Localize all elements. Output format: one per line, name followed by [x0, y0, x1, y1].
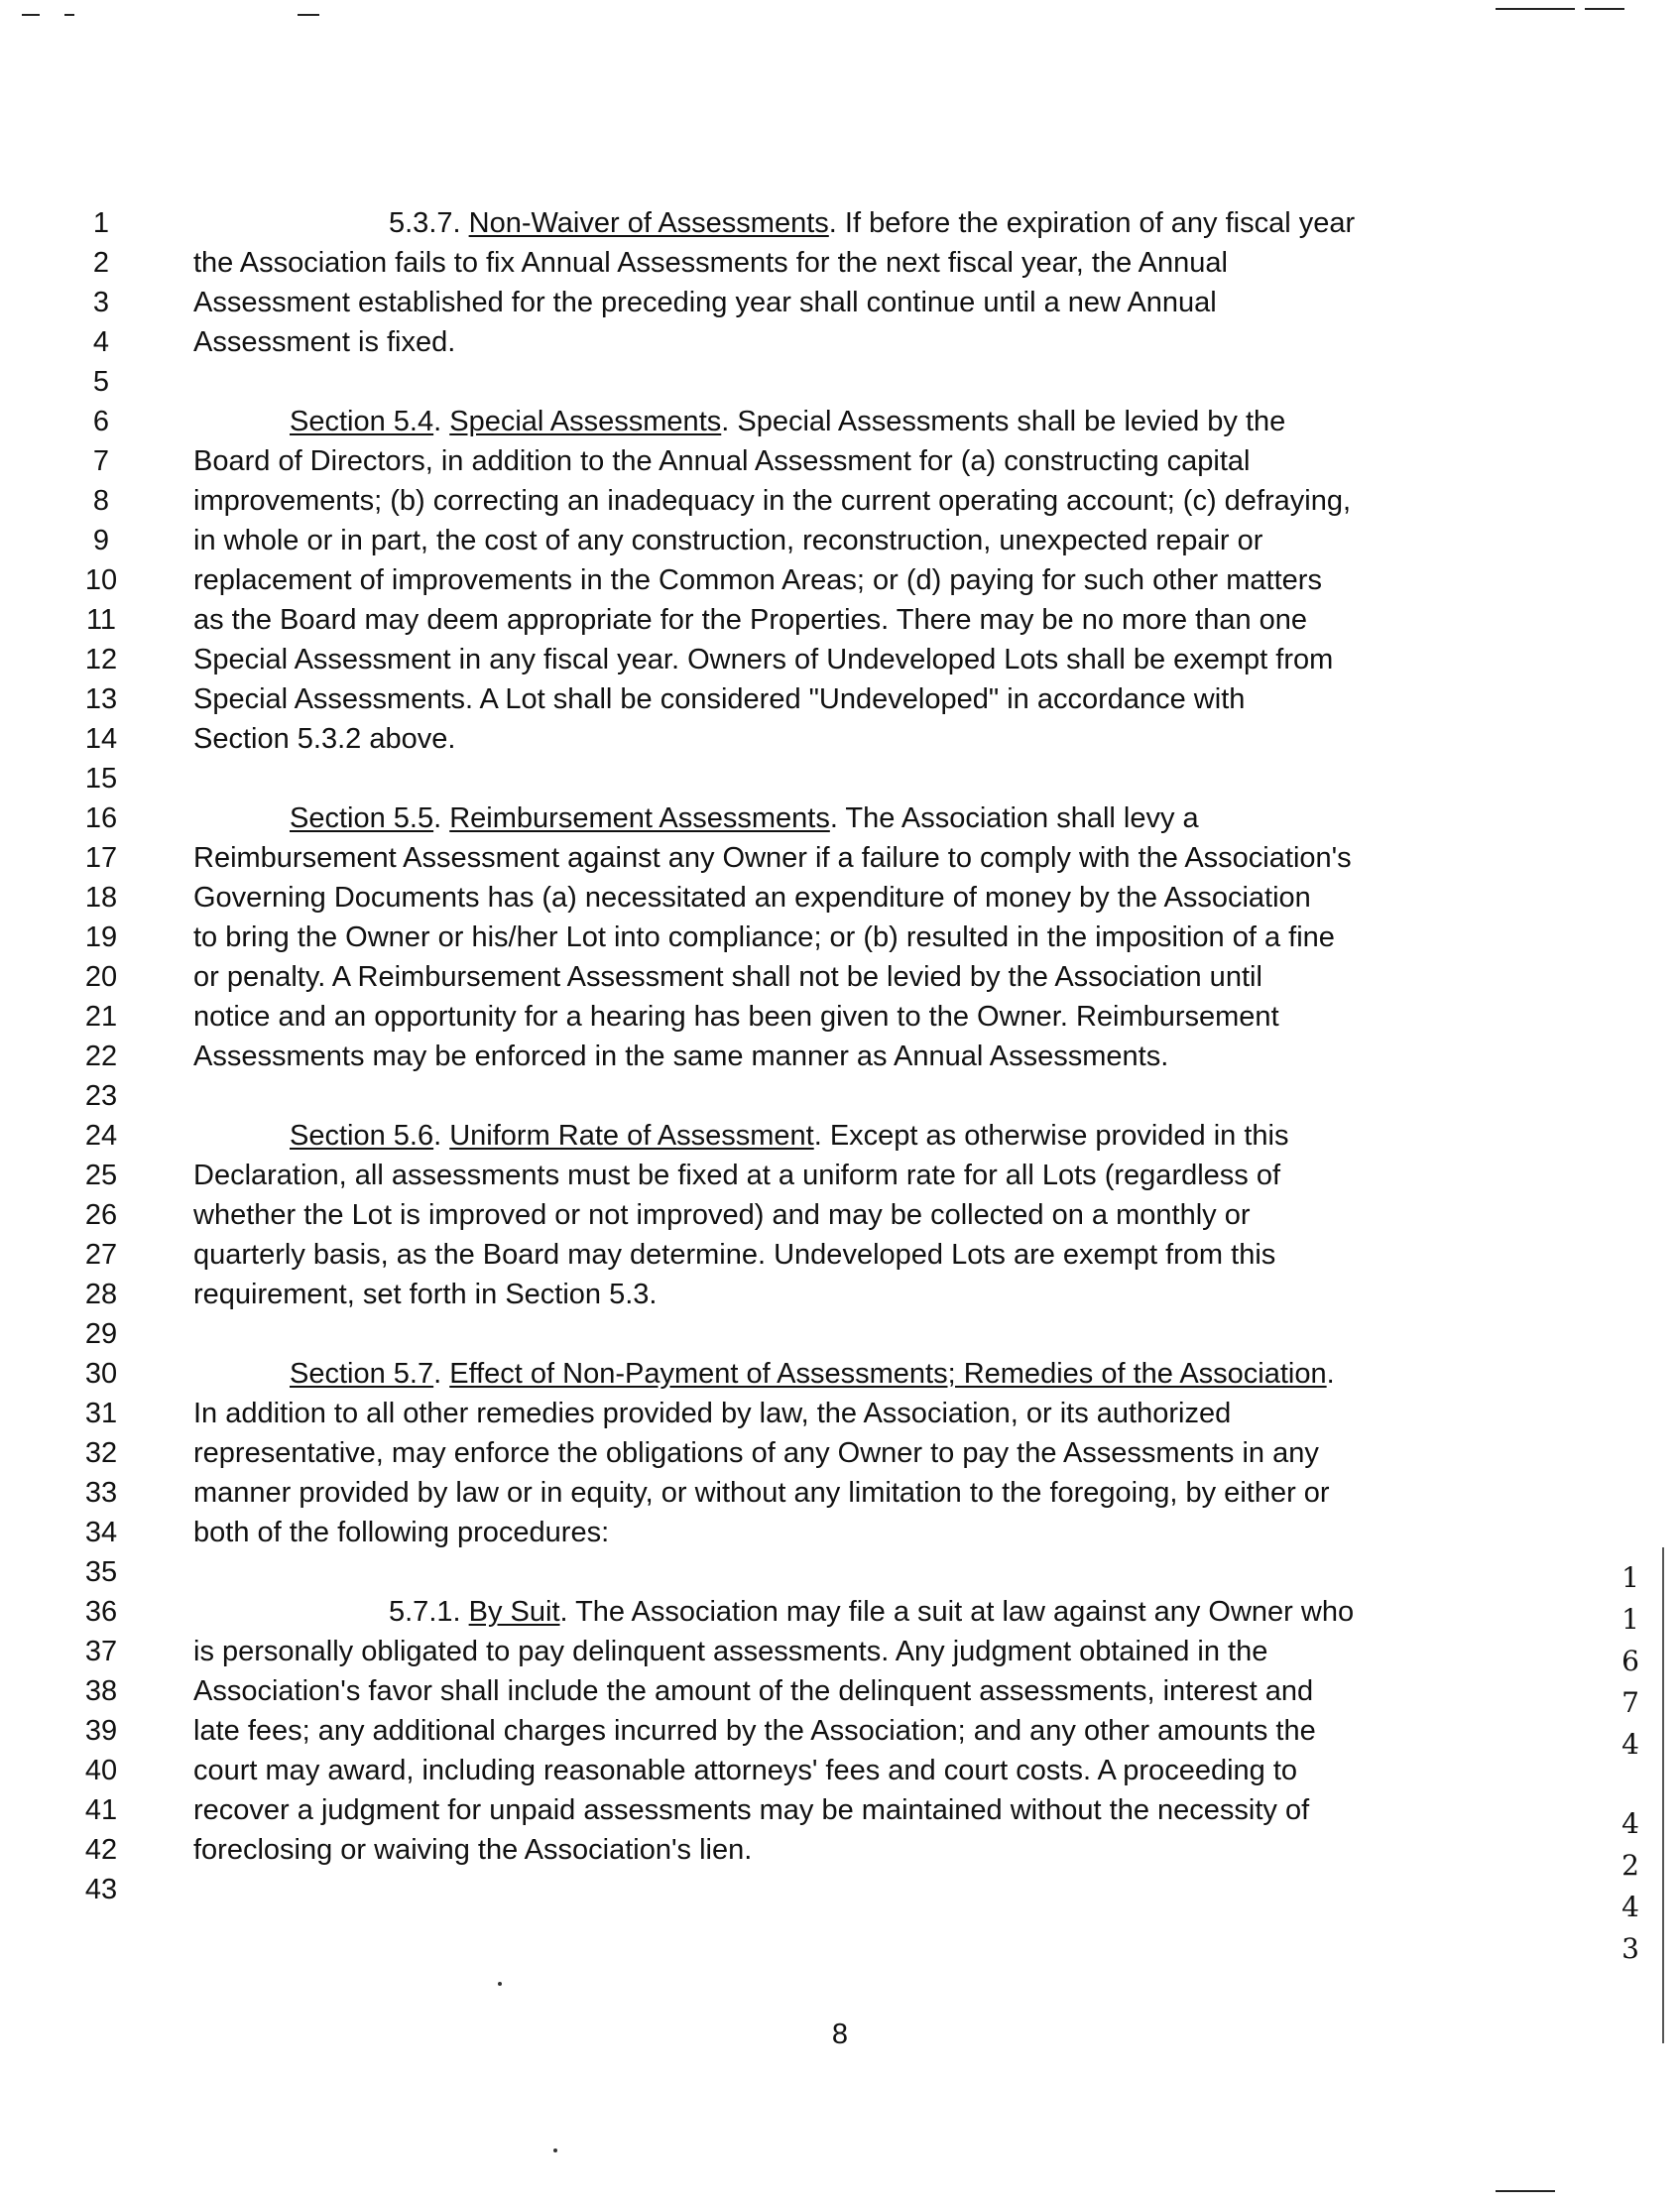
body-line: Assessment is fixed. — [193, 326, 456, 358]
line-number: 33 — [84, 1477, 118, 1509]
body-text: . Special Assessments shall be levied by the — [721, 406, 1286, 437]
line-number: 3 — [92, 287, 110, 318]
section-5-4-heading-line: Section 5.4. Special Assessments. Special Assessments shall be levied by the — [290, 406, 1286, 437]
line-number: 9 — [92, 525, 110, 556]
section-heading: Uniform Rate of Assessment — [449, 1120, 814, 1152]
line-number: 6 — [92, 406, 110, 437]
line-number: 41 — [84, 1794, 118, 1826]
stamp-digit: 2 — [1621, 1849, 1639, 1882]
line-number: 35 — [84, 1556, 118, 1588]
line-number: 14 — [84, 723, 118, 755]
scan-mark — [1585, 8, 1624, 10]
line-number: 38 — [84, 1675, 118, 1707]
body-line: representative, may enforce the obligations of any Owner to pay the Assessments in any — [193, 1437, 1319, 1469]
body-line: to bring the Owner or his/her Lot into compliance; or (b) resulted in the imposition of a fine — [193, 921, 1335, 953]
body-text: . The Association may file a suit at law against any Owner who — [559, 1596, 1355, 1628]
line-number: 15 — [84, 763, 118, 795]
line-number: 18 — [84, 882, 118, 914]
line-number: 4 — [92, 326, 110, 358]
line-number: 34 — [84, 1517, 118, 1548]
section-5-7-heading-line: Section 5.7. Effect of Non-Payment of Assessments; Remedies of the Association. — [290, 1358, 1335, 1390]
section-heading: Special Assessments — [449, 406, 722, 437]
scan-mark — [22, 14, 40, 16]
stamp-digit: 1 — [1621, 1561, 1639, 1594]
line-number: 40 — [84, 1755, 118, 1786]
line-number: 23 — [84, 1080, 118, 1112]
body-text: . — [1326, 1358, 1335, 1390]
line-number: 30 — [84, 1358, 118, 1390]
body-line: replacement of improvements in the Common Areas; or (d) paying for such other matters — [193, 564, 1322, 596]
section-label: Section 5.5 — [290, 802, 434, 834]
body-line: Assessment established for the preceding year shall continue until a new Annual — [193, 287, 1217, 318]
line-number: 17 — [84, 842, 118, 874]
body-line: recover a judgment for unpaid assessments may be maintained without the necessity of — [193, 1794, 1310, 1826]
scan-mark — [1662, 1547, 1664, 2043]
body-line: whether the Lot is improved or not improved) and may be collected on a monthly or — [193, 1199, 1251, 1231]
line-number: 32 — [84, 1437, 118, 1469]
line-number: 19 — [84, 921, 118, 953]
scan-mark — [64, 14, 74, 16]
recording-stamp — [1611, 1557, 1650, 1970]
body-line: late fees; any additional charges incurred by the Association; and any other amounts the — [193, 1715, 1316, 1747]
line-number: 31 — [84, 1398, 118, 1429]
line-number: 10 — [84, 564, 118, 596]
stamp-digit: 3 — [1621, 1932, 1639, 1965]
section-number: 5.7.1. — [389, 1596, 461, 1628]
line-number: 36 — [84, 1596, 118, 1628]
body-line: both of the following procedures: — [193, 1517, 610, 1548]
body-line: Section 5.3.2 above. — [193, 723, 456, 755]
body-line: Declaration, all assessments must be fixed at a uniform rate for all Lots (regardless of — [193, 1160, 1281, 1191]
body-line: Reimbursement Assessment against any Owner if a failure to comply with the Association's — [193, 842, 1352, 874]
section-5-7-1-heading-line — [389, 1592, 1354, 1632]
body-line: in whole or in part, the cost of any construction, reconstruction, unexpected repair or — [193, 525, 1263, 556]
body-line: quarterly basis, as the Board may determine. Undeveloped Lots are exempt from this — [193, 1239, 1276, 1271]
line-number: 8 — [92, 485, 110, 517]
section-label: Section 5.7 — [290, 1358, 434, 1390]
stamp-digit: 4 — [1621, 1807, 1639, 1840]
scan-mark — [1496, 2190, 1555, 2192]
body-line: Special Assessments. A Lot shall be considered "Undeveloped" in accordance with — [193, 683, 1246, 715]
line-number: 27 — [84, 1239, 118, 1271]
section-label: Section 5.4 — [290, 406, 434, 437]
body-line: manner provided by law or in equity, or without any limitation to the foregoing, by either or — [193, 1477, 1330, 1509]
body-line: or penalty. A Reimbursement Assessment shall not be levied by the Association until — [193, 961, 1262, 993]
line-number: 11 — [85, 604, 117, 636]
section-heading: Reimbursement Assessments — [449, 802, 830, 834]
body-line: the Association fails to fix Annual Assessments for the next fiscal year, the Annual — [193, 247, 1228, 279]
line-number: 2 — [92, 247, 110, 279]
section-label: Section 5.6 — [290, 1120, 434, 1152]
line-number: 7 — [92, 445, 110, 477]
line-number: 29 — [84, 1318, 118, 1350]
stamp-digit: 7 — [1621, 1686, 1639, 1719]
line-number: 42 — [84, 1834, 118, 1866]
body-text: . The Association shall levy a — [829, 802, 1199, 834]
body-line: Assessments may be enforced in the same manner as Annual Assessments. — [193, 1041, 1169, 1072]
line-number: 24 — [84, 1120, 118, 1152]
stamp-digit: 4 — [1621, 1728, 1639, 1761]
line-number: 20 — [84, 961, 118, 993]
scan-mark — [1496, 8, 1575, 10]
stamp-digit: 4 — [1621, 1891, 1639, 1923]
body-line: Board of Directors, in addition to the Annual Assessment for (a) constructing capital — [193, 445, 1251, 477]
line-number: 25 — [84, 1160, 118, 1191]
line-number: 16 — [84, 802, 118, 834]
line-number: 28 — [84, 1279, 118, 1310]
stamp-digit: 6 — [1621, 1645, 1639, 1677]
body-line: Special Assessment in any fiscal year. Owners of Undeveloped Lots shall be exempt from — [193, 644, 1334, 675]
body-line: is personally obligated to pay delinquent assessments. Any judgment obtained in the — [193, 1636, 1268, 1667]
stamp-gap — [1611, 1766, 1650, 1803]
scan-dot — [498, 1982, 502, 1986]
body-line: foreclosing or waiving the Association's lien. — [193, 1834, 753, 1866]
section-5-6-heading-line: Section 5.6. Uniform Rate of Assessment. Except as otherwise provided in this — [290, 1120, 1289, 1152]
body-text: . Except as otherwise provided in this — [813, 1120, 1289, 1152]
line-number: 37 — [84, 1636, 118, 1667]
line-number: 13 — [84, 683, 118, 715]
body-line: as the Board may deem appropriate for the Properties. There may be no more than one — [193, 604, 1308, 636]
line-number: 12 — [84, 644, 118, 675]
body-line: court may award, including reasonable attorneys' fees and court costs. A proceeding to — [193, 1755, 1298, 1786]
scan-dot — [553, 2148, 557, 2152]
line-number: 5 — [92, 366, 110, 398]
line-number: 22 — [84, 1041, 118, 1072]
body-line: improvements; (b) correcting an inadequacy in the current operating account; (c) defraying, — [193, 485, 1352, 517]
stamp-digit: 1 — [1621, 1603, 1639, 1636]
body-line: In addition to all other remedies provided by law, the Association, or its authorized — [193, 1398, 1232, 1429]
section-heading: By Suit — [468, 1596, 560, 1628]
body-line: notice and an opportunity for a hearing has been given to the Owner. Reimbursement — [193, 1001, 1279, 1033]
section-heading: Effect of Non-Payment of Assessments; Remedies of the Association — [449, 1358, 1327, 1390]
line-number: 43 — [84, 1874, 118, 1905]
line-number: 39 — [84, 1715, 118, 1747]
scan-mark — [298, 14, 319, 16]
body-line: Governing Documents has (a) necessitated an expenditure of money by the Association — [193, 882, 1311, 914]
page-number: 8 — [831, 2019, 849, 2050]
line-number: 26 — [84, 1199, 118, 1231]
section-5-3-7-heading-line — [389, 203, 1355, 243]
body-text: . If before the expiration of any fiscal year — [828, 207, 1356, 239]
section-number: 5.3.7. — [389, 207, 461, 239]
section-5-5-heading-line: Section 5.5. Reimbursement Assessments. The Association shall levy a — [290, 802, 1199, 834]
line-number: 1 — [92, 207, 110, 239]
body-line: Association's favor shall include the amount of the delinquent assessments, interest and — [193, 1675, 1314, 1707]
line-number: 21 — [84, 1001, 118, 1033]
section-heading: Non-Waiver of Assessments — [468, 207, 829, 239]
body-line: requirement, set forth in Section 5.3. — [193, 1279, 658, 1310]
